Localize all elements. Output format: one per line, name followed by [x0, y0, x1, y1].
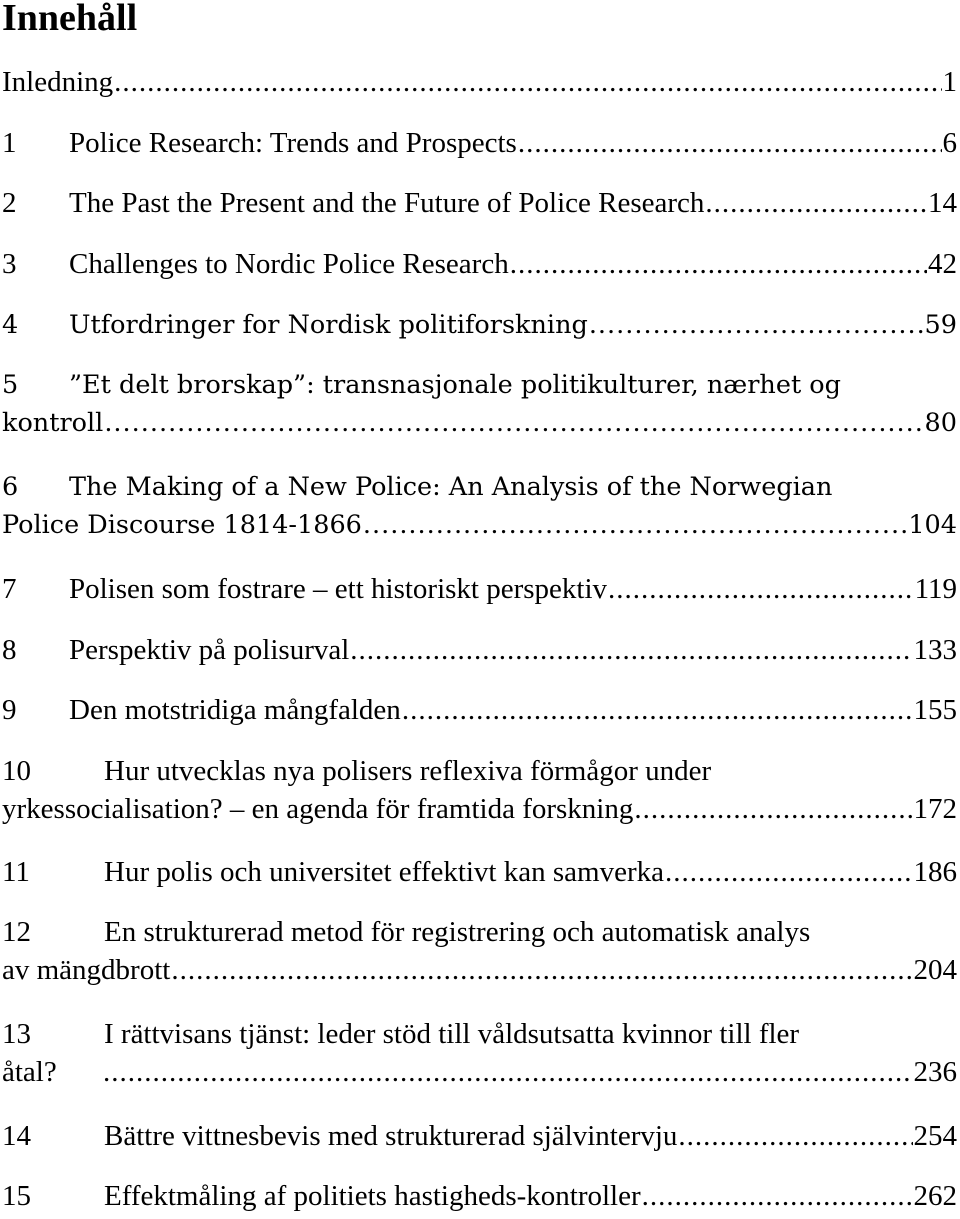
dot-leader — [510, 245, 927, 283]
toc-entry-title: Den motstridiga mångfalden — [69, 694, 401, 726]
toc-entry-5[interactable] — [2, 366, 957, 442]
toc-chapter-number: 4 — [2, 310, 19, 340]
toc-page-number: 236 — [913, 1056, 957, 1088]
toc-chapter-number: 11 — [2, 856, 30, 888]
toc-page-number: 59 — [924, 310, 957, 340]
toc-entry-title-line2: åtal? — [2, 1056, 57, 1088]
dot-leader — [103, 1053, 913, 1091]
toc-chapter-number: 1 — [2, 127, 17, 159]
toc-entry-title-line2: yrkessocialisation? – en agenda för framtida forskning — [2, 793, 634, 825]
toc-page-number: 133 — [913, 634, 957, 666]
toc-entry-title-line2: Police Discourse 1814-1866 — [2, 510, 362, 540]
toc-entry-title: Polisen som fostrare – ett historiskt perspektiv — [69, 573, 608, 605]
dot-leader — [642, 1177, 913, 1215]
toc-page-number: 186 — [913, 856, 957, 888]
toc-entry-title-line2: av mängdbrott — [2, 954, 171, 986]
toc-entry-title-line1: The Making of a New Police: An Analysis of the Norwegian — [69, 472, 833, 502]
toc-entry-title: Perspektiv på polisurval — [69, 634, 350, 666]
dot-leader — [634, 790, 912, 828]
toc-page-number: 80 — [924, 408, 957, 438]
toc-chapter-number: 9 — [2, 694, 17, 726]
toc-chapter-number: 7 — [2, 573, 17, 605]
dot-leader — [518, 124, 942, 162]
toc-entry-8[interactable] — [2, 631, 957, 669]
toc-entry-11[interactable] — [2, 853, 957, 891]
toc-entry-title-line1: En strukturerad metod för registrering och automatisk analys — [104, 916, 811, 948]
dot-leader — [350, 631, 912, 669]
toc-entry-4[interactable] — [2, 306, 957, 344]
toc-entry-title: Police Research: Trends and Prospects — [69, 127, 517, 159]
dot-leader — [678, 1117, 912, 1155]
toc-chapter-number: 13 — [2, 1018, 31, 1050]
dot-leader — [104, 404, 923, 442]
toc-entry-title-line2: kontroll — [2, 408, 104, 438]
toc-chapter-number: 6 — [2, 472, 19, 502]
page-title: Innehåll — [2, 0, 138, 39]
toc-entry-13[interactable] — [2, 1015, 957, 1091]
toc-page-number: 42 — [928, 248, 957, 280]
toc-page-number: 6 — [942, 127, 957, 159]
toc-chapter-number: 5 — [2, 370, 19, 400]
toc-entry-title: Bättre vittnesbevis med strukturerad självintervju — [104, 1120, 678, 1152]
toc-page-number: 14 — [928, 187, 957, 219]
toc-page-number: 119 — [914, 573, 957, 605]
toc-entry-title-line1: I rättvisans tjänst: leder stöd till våldsutsatta kvinnor till fler — [104, 1018, 800, 1050]
toc-entry-title: Utfordringer for Nordisk politiforskning — [69, 310, 588, 340]
toc-entry-title-line1: ”Et delt brorskap”: transnasjonale politikulturer, nærhet og — [69, 370, 841, 400]
dot-leader — [363, 506, 907, 544]
toc-entry-7[interactable] — [2, 570, 957, 608]
toc-page-number: 204 — [913, 954, 957, 986]
toc-page-number: 254 — [913, 1120, 957, 1152]
toc-entry-15[interactable] — [2, 1177, 957, 1215]
toc-entry-2[interactable] — [2, 184, 957, 222]
toc-entry-title: Inledning — [2, 66, 114, 98]
dot-leader — [114, 63, 941, 101]
dot-leader — [171, 951, 912, 989]
toc-entry-title: Challenges to Nordic Police Research — [69, 248, 509, 280]
toc-chapter-number: 10 — [2, 755, 31, 787]
toc-page-number: 262 — [913, 1180, 957, 1212]
toc-entry-title: The Past the Present and the Future of Police Research — [69, 187, 705, 219]
dot-leader — [665, 853, 913, 891]
toc-entry-6[interactable] — [2, 468, 957, 544]
toc-page-number: 1 — [942, 66, 957, 98]
toc-entry-10[interactable] — [2, 752, 957, 828]
toc-entry-9[interactable] — [2, 691, 957, 729]
toc-page-number: 172 — [913, 793, 957, 825]
dot-leader — [402, 691, 913, 729]
toc-chapter-number: 12 — [2, 916, 31, 948]
toc-page-number: 155 — [913, 694, 957, 726]
toc-entry-12[interactable] — [2, 913, 957, 989]
dot-leader — [608, 570, 914, 608]
toc-entry-intro[interactable] — [2, 63, 957, 101]
toc-entry-14[interactable] — [2, 1117, 957, 1155]
toc-chapter-number: 8 — [2, 634, 17, 666]
toc-entry-title-line1: Hur utvecklas nya polisers reflexiva förmågor under — [104, 755, 712, 787]
dot-leader — [589, 306, 924, 344]
toc-entry-1[interactable] — [2, 124, 957, 162]
dot-leader — [705, 184, 927, 222]
toc-page-number: 104 — [908, 510, 957, 540]
toc-chapter-number: 14 — [2, 1120, 31, 1152]
toc-chapter-number: 2 — [2, 187, 17, 219]
toc-entry-title: Hur polis och universitet effektivt kan samverka — [104, 856, 664, 888]
toc-chapter-number: 3 — [2, 248, 17, 280]
toc-chapter-number: 15 — [2, 1180, 31, 1212]
toc-entry-3[interactable] — [2, 245, 957, 283]
toc-entry-title: Effektmåling af politiets hastigheds-kontroller — [104, 1180, 641, 1212]
